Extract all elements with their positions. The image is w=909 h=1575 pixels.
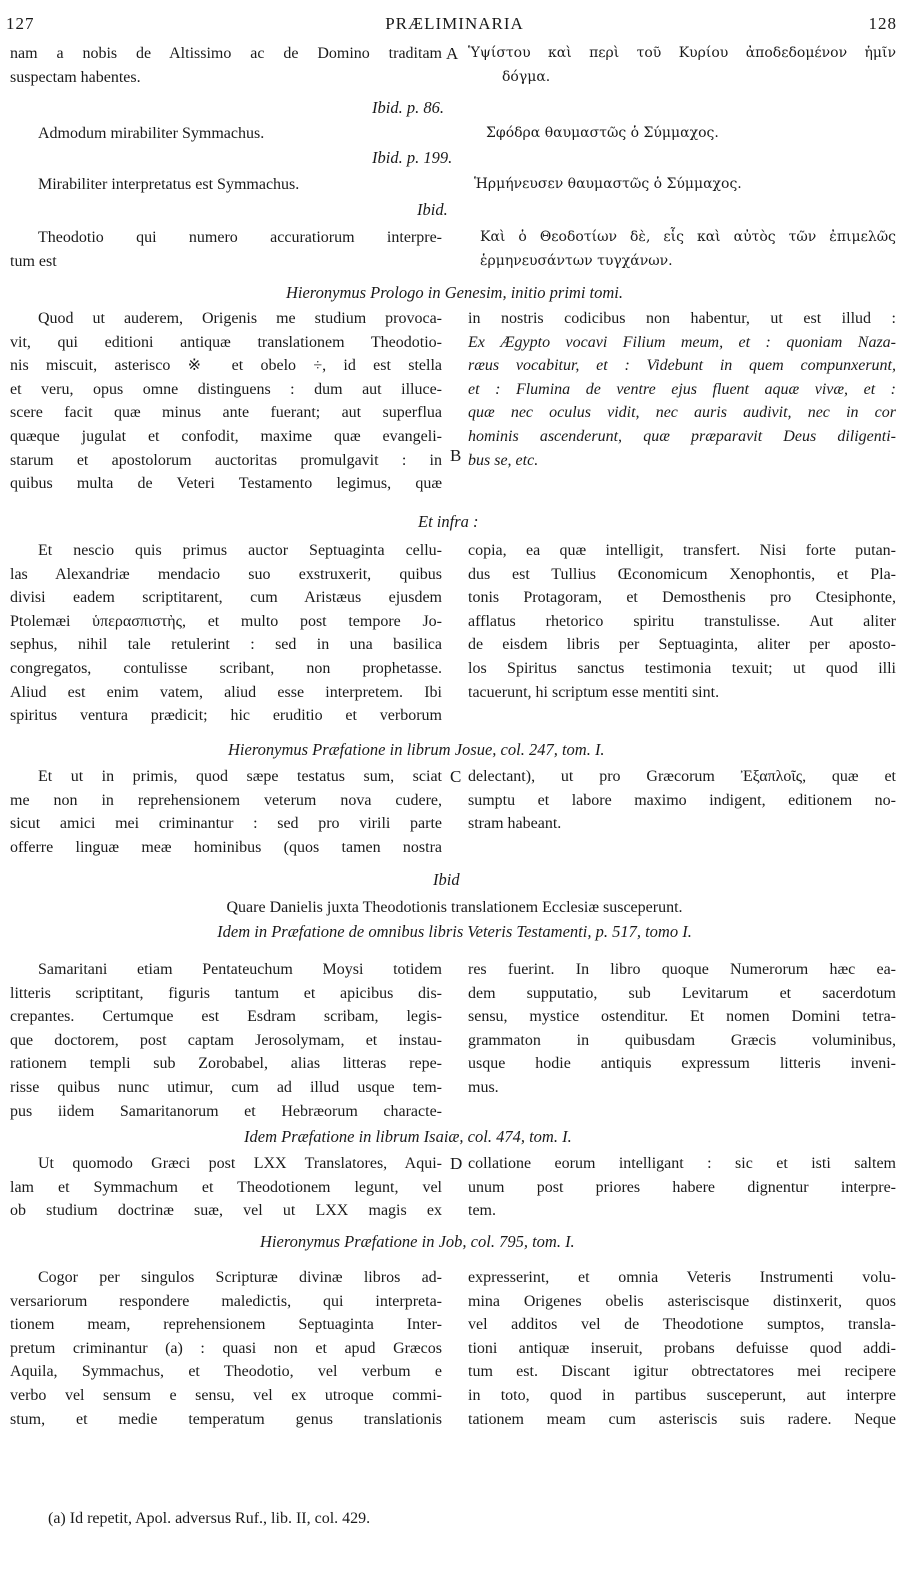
text-line: stum, et medie temperatum genus translationis (10, 1410, 442, 1428)
text-line: starum et apostolorum auctoritas promulgavit : in (10, 451, 442, 469)
text-line: in toto, quod in partibus susceperunt, aut interpre (468, 1386, 896, 1404)
section-heading: Ibid. p. 199. (372, 148, 453, 167)
section2-latin: Admodum mirabiliter Symmachus. (38, 125, 265, 142)
text-line: bus se, etc. (468, 451, 539, 469)
text-line: Ex Ægypto vocavi Filium meum, et : quoniam Naza- (468, 333, 896, 351)
text-line: Et ut in primis, quod sæpe testatus sum, sciat (38, 768, 442, 785)
text-line: litteris scriptitant, figuris tantum et apicibus dis- (10, 984, 442, 1002)
text-line: ἑρμηνευσάντων τυγχάνων. (480, 252, 673, 269)
text-line: las Alexandriæ mendacio suo exstruxerit, quibus (10, 565, 442, 583)
text-line: tum est. Discant igitur obtrectatores mei recipere (468, 1363, 896, 1381)
text-line: me non in reprehensionem veterum nova cudere, (10, 791, 442, 809)
text-line: spiritus ventura prædicit; hic eruditio et verborum (10, 707, 442, 725)
section4-latin (10, 226, 442, 273)
text-line: tum est (10, 252, 57, 270)
text-line: crepantes. Certumque est Esdram scribam, legis- (10, 1008, 442, 1026)
text-line: Καὶ ὁ Θεοδοτίων δὲ, εἷς καὶ αὐτὸς τῶν ἐπιμελῶς (480, 229, 896, 245)
text-line: tioni antiquæ inseruit, probans defuisse quod addi- (468, 1339, 896, 1357)
text-line: tem. (468, 1202, 496, 1220)
text-line: Cogor per singulos Scripturæ divinæ libros ad- (38, 1269, 442, 1286)
text-line: sensu, mystice ostenditur. Et nomen Domini tetra- (468, 1008, 896, 1026)
text-line: Theodotio qui numero accuratiorum interpre- (38, 229, 442, 246)
text-line: unum post priores habere dignentur interpre- (468, 1178, 896, 1196)
section5-right (468, 307, 896, 472)
text-line: pus iidem Samaritanorum et Hebræorum characte- (10, 1102, 442, 1120)
section6-right (468, 539, 896, 704)
section-heading: Ibid. p. 86. (372, 98, 444, 117)
text-line: et : Flumina de ventre ejus fluent aquæ vivæ, et : (468, 380, 896, 398)
text-line: delectant), ut pro Græcorum Ἐξαπλοῖς, quæ et (468, 768, 896, 785)
section10-left (10, 1152, 442, 1223)
text-line: dus est Tullius Œconomicum Xenophontis, et Pla- (468, 565, 896, 583)
text-line: stram habeant. (468, 815, 562, 833)
text-line: vel additos vel de Theodotione sumptos, transla- (468, 1316, 896, 1334)
text-line: dem supputatio, sub Levitarum et sacerdotum (468, 984, 896, 1002)
text-line: Quod ut auderem, Origenis me studium provoca- (38, 310, 442, 327)
text-line: quæ nec oculus vidit, nec auris audivit, nec in cor (468, 404, 896, 422)
margin-letter-c: C (450, 767, 462, 786)
text-line: mina Origenes obelis asteriscisque distinxerit, quos (468, 1292, 896, 1310)
text-line: verbo vel sensum e sensu, vel ex utroque commi- (10, 1386, 442, 1404)
section8-sentence: Quare Danielis juxta Theodotionis translationem Ecclesiæ susceperunt. (226, 899, 683, 916)
text-line: tationem meam cum asteriscis suis radere. Neque (468, 1410, 896, 1428)
section9-left (10, 958, 442, 1123)
text-line: rationem templi sub Zorobabel, alias litteras repe- (10, 1055, 442, 1073)
right-page-number: 128 (868, 14, 897, 33)
section3-latin: Mirabiliter interpretatus est Symmachus. (38, 176, 300, 193)
section-heading: Hieronymus Præfatione in Job, col. 795, tom. I. (260, 1232, 575, 1251)
text-line: Et nescio quis primus auctor Septuaginta cellu- (38, 542, 442, 559)
section-heading: Idem Præfatione in librum Isaiæ, col. 474, tom. I. (244, 1127, 572, 1146)
text-line: suspectam habentes. (10, 68, 141, 86)
running-title: PRÆLIMINARIA (385, 14, 524, 33)
section11-left (10, 1266, 442, 1431)
text-line: divisi eadem scriptitarent, cum Aristæus ejusdem (10, 589, 442, 607)
text-line: tionem meam, reprehensionem Septuaginta Inter- (10, 1316, 442, 1334)
text-line: nis miscuit, asterisco ※ et obelo ÷, id est stella (10, 357, 442, 375)
text-line: lam et Symmachum et Theodotionem legunt, vel (10, 1178, 442, 1196)
section11-right (468, 1266, 896, 1431)
text-line: grammaton in quibusdam Græcis voluminibus, (468, 1031, 896, 1049)
text-line: collatione eorum intelligant : sic et isti saltem (468, 1155, 896, 1172)
text-line: δόγμα. (502, 68, 551, 85)
section3-greek: Ἡρμήνευσεν θαυμαστῶς ὁ Σύμμαχος. (474, 176, 742, 192)
text-line: expresserint, et omnia Veteris Instrumenti volu- (468, 1269, 896, 1286)
text-line: tonis Protagoram, et Demosthenis pro Ctesiphonte, (468, 589, 896, 607)
running-header (0, 14, 909, 36)
text-line: mus. (468, 1078, 499, 1096)
text-line: congregatos, contulisse scribant, non prophetasse. (10, 659, 442, 677)
text-line: hominis ascenderunt, quæ præparavit Deus diligenti- (468, 427, 896, 445)
section5-left (10, 307, 442, 496)
section6-left (10, 539, 442, 728)
section1-latin (10, 42, 442, 89)
section-heading: Hieronymus Præfatione in librum Josue, col. 247, tom. I. (228, 740, 605, 759)
text-line: tacuerunt, hi scriptum esse mentiti sint. (468, 683, 720, 701)
text-line: Aliud est enim vatem, aliud esse interpretem. Ibi (10, 683, 442, 701)
text-line: res fuerint. In libro quoque Numerorum hæc ea- (468, 961, 896, 978)
text-line: in nostris codicibus non habentur, ut est illud : (468, 310, 896, 327)
text-line: Aquila, Symmachus, et Theodotio, vel verbum e (10, 1363, 442, 1381)
section1-greek (468, 42, 896, 89)
text-line: vit, qui editioni antiquæ translationem Theodotio- (10, 333, 442, 351)
text-line: Ὑψίστου καὶ περὶ τοῦ Κυρίου ἀποδεδομένον ἡμῖν (468, 45, 896, 61)
text-line: et veru, opus omne distinguens : dum aut illuce- (10, 380, 442, 398)
text-line: de eisdem libris per Septuaginta, aliter per aposto- (468, 636, 896, 654)
text-line: pretum criminantur (a) : quasi non et apud Græcos (10, 1339, 442, 1357)
section10-right (468, 1152, 896, 1223)
section9-right (468, 958, 896, 1100)
text-line: sicut amici mei criminantur : sed pro virili parte (10, 815, 442, 833)
text-line: Ptolemæi ὑπερασπιστὴς, et multo post tempore Jo- (10, 612, 442, 630)
text-line: que doctorem, post captam Jerosolymam, et instau- (10, 1031, 442, 1049)
text-line: Samaritani etiam Pentateuchum Moysi totidem (38, 961, 442, 978)
text-line: sephus, nihil tale retulerint : sed in una basilica (10, 636, 442, 654)
section-heading: Idem in Præfatione de omnibus libris Veteris Testamenti, p. 517, tomo I. (217, 922, 692, 941)
section7-left (10, 765, 442, 859)
text-line: quibus multa de Veteri Testamento legimus, quæ (10, 475, 442, 493)
text-line: offerre linguæ meæ hominibus (quos tamen nostra (10, 838, 442, 856)
section-heading: Ibid (433, 870, 460, 889)
text-line: ræus vocabitur, et : Videbunt in quem compunxerunt, (468, 357, 896, 375)
section7-right (468, 765, 896, 836)
text-line: Ut quomodo Græci post LXX Translatores, Aqui- (38, 1155, 442, 1172)
left-page-number: 127 (6, 14, 35, 33)
text-line: scere facit quæ minus ante fuerant; aut superflua (10, 404, 442, 422)
section2-greek: Σφόδρα θαυμαστῶς ὁ Σύμμαχος. (486, 125, 719, 141)
footnote: (a) Id repetit, Apol. adversus Ruf., lib. II, col. 429. (48, 1510, 371, 1527)
text-line: quæque jugulat et confodit, maxime quæ evangeli- (10, 427, 442, 445)
text-line: sumptu et labore maximo indigent, editionem no- (468, 791, 896, 809)
section-heading: Et infra : (418, 512, 479, 531)
text-line: afflatus rhetorico spiritu transtulisse. Aut aliter (468, 612, 896, 630)
section-heading: Ibid. (417, 200, 448, 219)
section-heading: Hieronymus Prologo in Genesim, initio primi tomi. (285, 283, 623, 302)
margin-letter-b: B (450, 446, 462, 465)
text-line: los Spiritus sanctus testimonia texuit; ut quod illi (468, 659, 896, 677)
margin-letter-d: D (450, 1154, 463, 1173)
text-line: risse quibus nunc utimur, cum ad illud usque tem- (10, 1078, 442, 1096)
text-line: copia, ea quæ intelligit, transfert. Nisi forte putan- (468, 542, 896, 559)
margin-letter-a: A (446, 44, 459, 63)
text-line: ob studium doctrinæ suæ, vel ut LXX magis ex (10, 1202, 442, 1220)
text-line: nam a nobis de Altissimo ac de Domino traditam (10, 45, 442, 62)
text-line: versariorum respondere maledictis, qui interpreta- (10, 1292, 442, 1310)
section4-greek (468, 226, 896, 273)
text-line: usque hodie antiquis expressum litteris inveni- (468, 1055, 896, 1073)
